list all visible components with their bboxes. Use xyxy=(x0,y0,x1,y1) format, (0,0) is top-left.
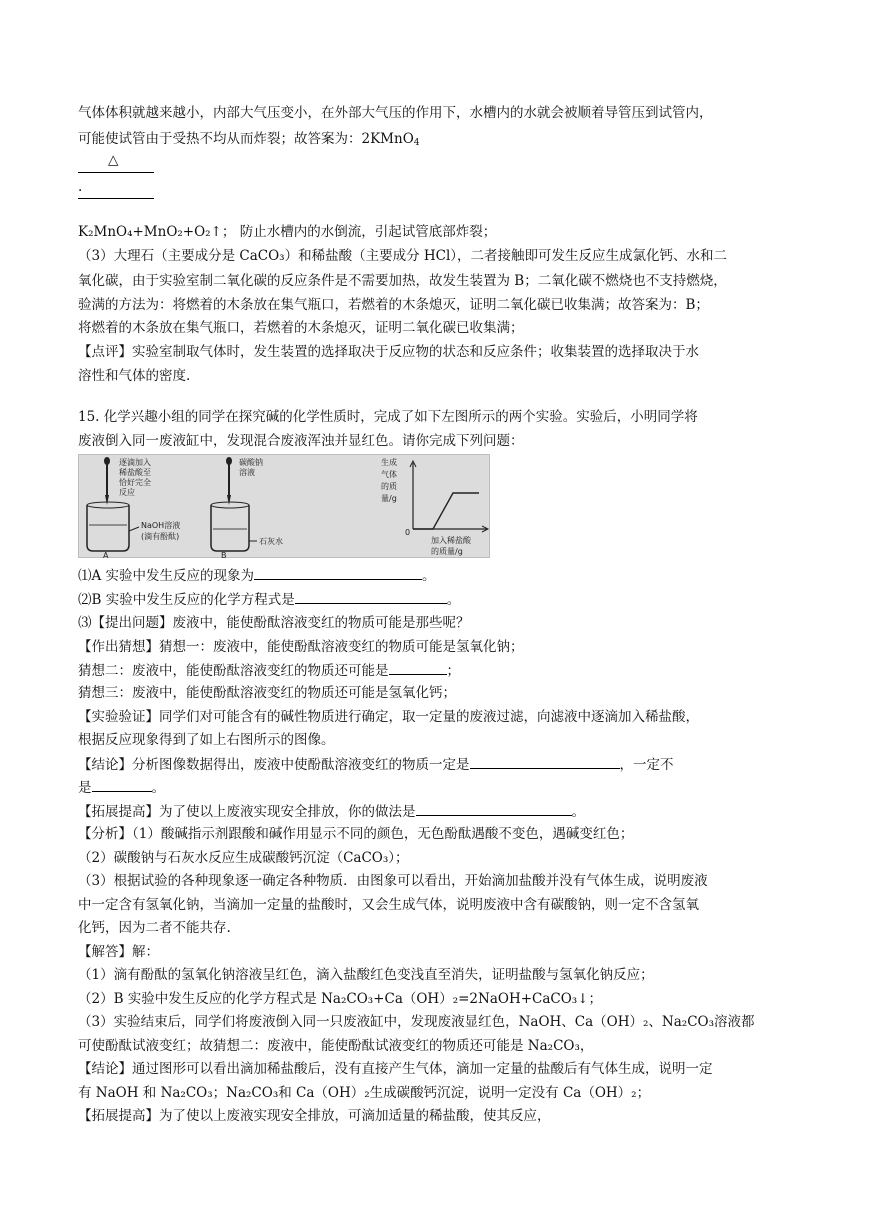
graph-y-label: 气体 xyxy=(381,470,397,479)
text-line: 将燃着的木条放在集气瓶口，若燃着的木条熄灭，证明二氧化碳已收集满； xyxy=(78,320,524,336)
solution-line: 可使酚酞试液变红；故猜想二：废液中，能使酚酞试液变红的物质还可能是 Na₂CO₃， xyxy=(78,1038,594,1054)
sub-question-conclusion: 是 。 xyxy=(78,777,165,798)
graph-x-label: 加入稀盐酸 xyxy=(431,536,471,545)
sub-question-guess-2: 猜想二：废液中，能使酚酞溶液变红的物质还可能是 ； xyxy=(78,660,460,681)
question-15-line: 废液倒入同一废液缸中，发现混合废液浑浊并显红色。请你完成下列问题： xyxy=(78,433,524,449)
solution-line: （1）滴有酚酞的氢氧化钠溶液呈红色，滴入盐酸红色变浅直至消失，证明盐酸与氢氧化钠反应； xyxy=(78,967,654,983)
answer-blank[interactable] xyxy=(470,754,620,769)
text-line: 【实验验证】同学们对可能含有的碱性物质进行确定，取一定量的废液过滤，向滤液中逐滴加入稀盐酸， xyxy=(78,709,699,725)
solution-line: 【结论】通过图形可以看出滴加稀盐酸后，没有直接产生气体，滴加一定量的盐酸后有气体生成，说明一定 xyxy=(78,1061,713,1077)
sub-question-extension: 【拓展提高】为了使以上废液实现安全排放，你的做法是 。 xyxy=(78,801,585,822)
heating-triangle-symbol: △ xyxy=(108,152,119,168)
figure-a-letter: A xyxy=(103,551,109,559)
graph-y-label: 的质 xyxy=(381,482,397,491)
figure-a-naoh: NaOH溶液 xyxy=(141,521,181,530)
answer-blank[interactable] xyxy=(389,660,447,675)
sub-question-2: ⑵B 实验中发生反应的化学方程式是 。 xyxy=(78,589,460,610)
graph-x-label: 的质量/g xyxy=(431,547,463,556)
solution-line: 有 NaOH 和 Na₂CO₃；Na₂CO₃和 Ca（OH）₂生成碳酸钙沉淀，说明一定没有 Ca（OH）₂； xyxy=(78,1085,651,1101)
equation-rule xyxy=(78,198,154,199)
text-line: 可能使试管由于受热不均从而炸裂；故答案为：2KMnO$_4$ xyxy=(78,131,420,148)
text-line: 猜想三：废液中，能使酚酞溶液变红的物质还可能是氢氧化钙； xyxy=(78,685,456,701)
text-line: 溶性和气体的密度. xyxy=(78,368,191,384)
dot-mark: . xyxy=(78,179,83,195)
experiment-figure xyxy=(78,454,490,558)
solution-line: 【拓展提高】为了使以上废液实现安全排放，可滴加适量的稀盐酸，使其反应， xyxy=(78,1108,551,1124)
text-line: 【点评】实验室制取气体时，发生装置的选择取决于反应物的状态和反应条件；收集装置的选择取决于水 xyxy=(78,344,699,360)
text-line: 根据反应现象得到了如上右图所示的图像。 xyxy=(78,732,335,748)
analysis-line: 【分析】（1）酸碱指示剂跟酸和碱作用显示不同的颜色，无色酚酞遇酸不变色，遇碱变红色； xyxy=(78,826,634,842)
analysis-line: 中一定含有氢氧化钠，当滴加一定量的盐酸时，又会生成气体，说明废液中含有碳酸钠，则一定不含氢氧 xyxy=(78,897,699,913)
figure-b-label: 溶液 xyxy=(239,468,255,477)
figure-a-label: 逐滴加入 xyxy=(119,458,151,467)
text-line: 氧化碳，由于实验室制二氧化碳的反应条件是不需要加热，故发生装置为 B；二氧化碳不燃烧也不支持燃烧， xyxy=(78,273,727,289)
figure-b-label: 碳酸钠 xyxy=(239,458,263,467)
text-line: （3）大理石（主要成分是 CaCO₃）和稀盐酸（主要成分 HCl），二者接触即可发生反应生成氯化钙、水和二 xyxy=(78,248,728,264)
graph-origin: 0 xyxy=(405,528,411,537)
sub-question-1: ⑴A 实验中发生反应的现象为 。 xyxy=(78,565,436,586)
analysis-line: （2）碳酸钠与石灰水反应生成碳酸钙沉淀（CaCO₃）； xyxy=(78,850,409,866)
solution-line: （3）实验结束后，同学们将废液倒入同一只废液缸中，发现废液显红色，NaOH、Ca（OH）₂、Na₂CO₃溶液都 xyxy=(78,1014,755,1030)
answer-blank[interactable] xyxy=(295,589,447,604)
answer-blank[interactable] xyxy=(254,565,422,580)
figure-a-naoh: (滴有酚酞) xyxy=(141,532,180,541)
solution-heading: 【解答】解： xyxy=(78,944,159,960)
text-line: ⑶【提出问题】废液中，能使酚酞溶液变红的物质可能是那些呢？ xyxy=(78,615,470,631)
figure-b-letter: B xyxy=(221,551,227,559)
equation-rule xyxy=(78,172,154,173)
question-15-line: 15. 化学兴趣小组的同学在探究碱的化学性质时，完成了如下左图所示的两个实验。实验后，小明同学将 xyxy=(78,409,698,425)
sub-question-conclusion: 【结论】分析图像数据得出，废液中使酚酞溶液变红的物质一定是 ，一定不 xyxy=(78,754,674,775)
analysis-line: （3）根据试验的各种现象逐一确定各种物质．由图象可以看出，开始滴加盐酸并没有气体生成，说明废液 xyxy=(78,873,708,889)
figure-b-lime: 石灰水 xyxy=(259,537,283,546)
analysis-line: 化钙，因为二者不能共存. xyxy=(78,920,231,936)
text-line: K₂MnO₄+MnO₂+O₂↑； 防止水槽内的水倒流，引起试管底部炸裂； xyxy=(78,224,497,240)
answer-blank[interactable] xyxy=(92,777,152,792)
text-line: 验满的方法为：将燃着的木条放在集气瓶口，若燃着的木条熄灭，证明二氧化碳已收集满；故答案为：B； xyxy=(78,297,709,313)
graph-y-label: 量/g xyxy=(381,494,397,503)
solution-line: （2）B 实验中发生反应的化学方程式是 Na₂CO₃+Ca（OH）₂=2NaOH+CaCO₃↓； xyxy=(78,991,603,1007)
graph-y-label: 生成 xyxy=(381,458,397,467)
text-line: 【作出猜想】猜想一：废液中，能使酚酞溶液变红的物质可能是氢氧化钠； xyxy=(78,639,524,655)
figure-a-label: 恰好完全 xyxy=(119,478,151,487)
figure-a-label: 反应 xyxy=(119,488,135,497)
answer-blank[interactable] xyxy=(416,801,572,816)
figure-a-label: 稀盐酸至 xyxy=(119,468,151,477)
text-line: 气体体积就越来越小，内部大气压变小，在外部大气压的作用下，水槽内的水就会被顺着导管压到试管内， xyxy=(78,105,713,121)
